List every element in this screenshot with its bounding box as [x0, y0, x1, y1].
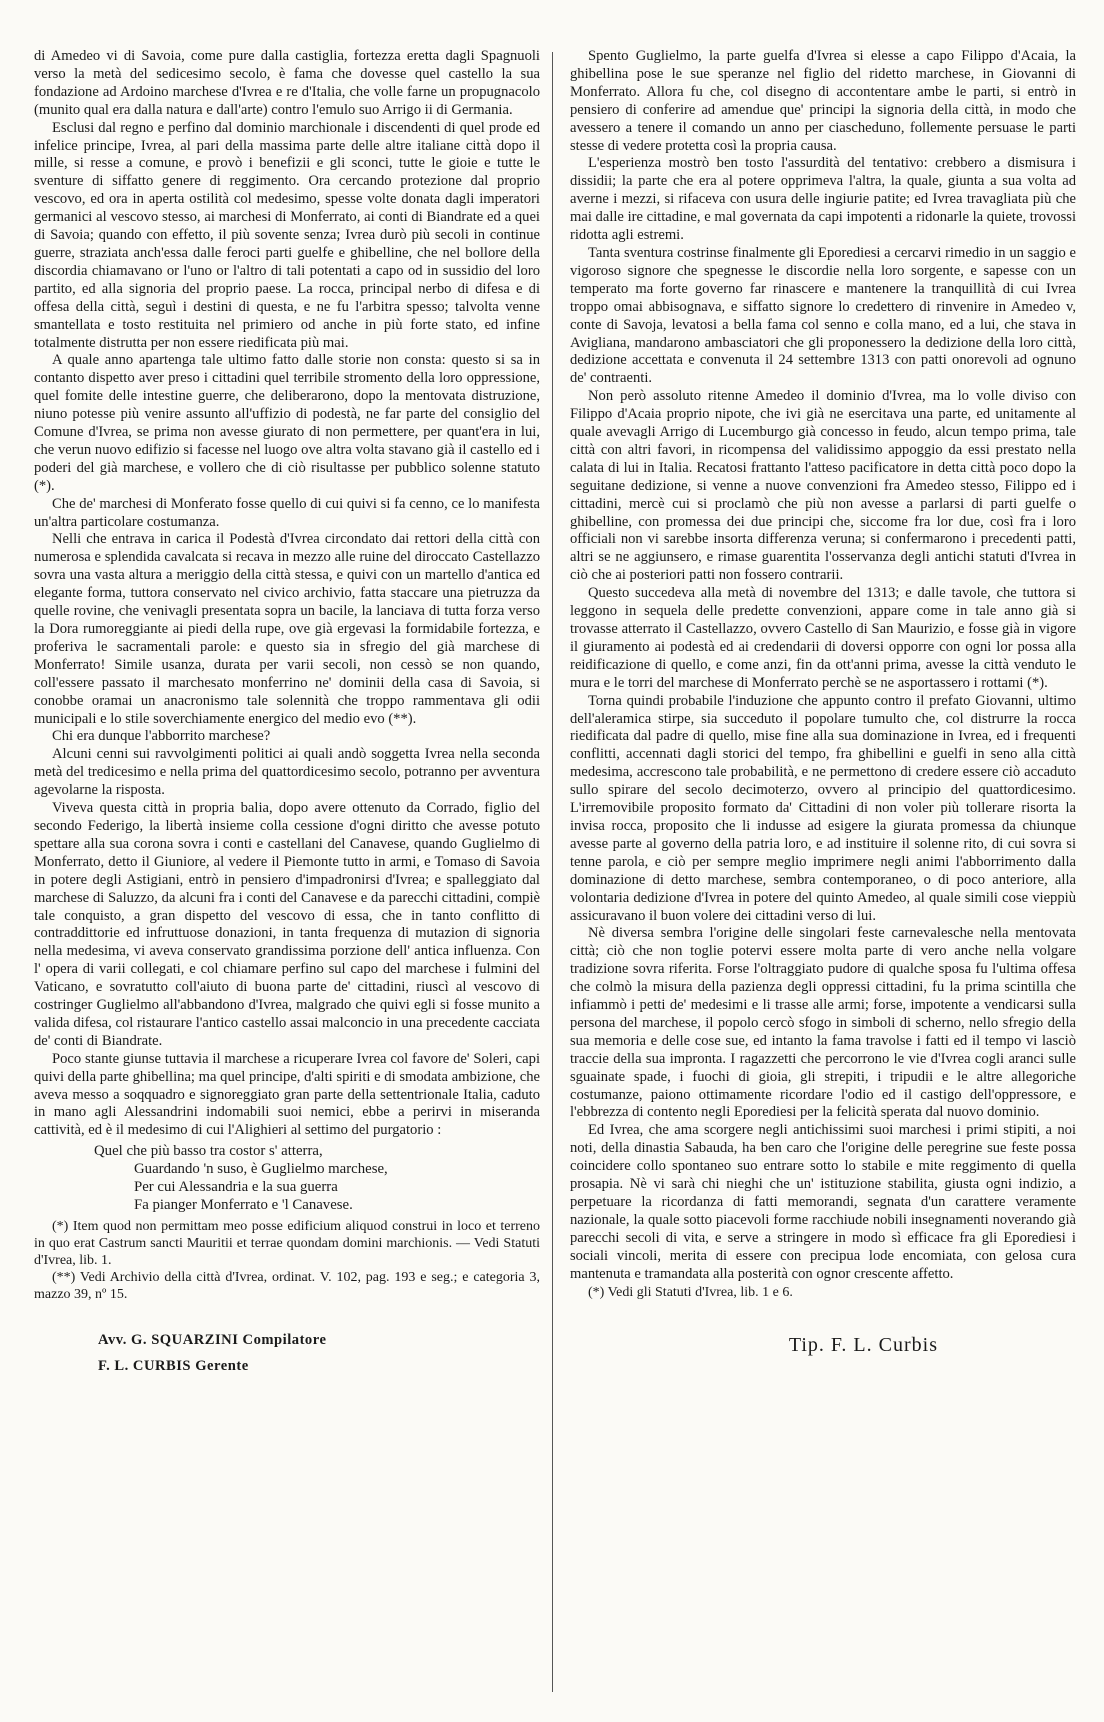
verse-line: Quel che più basso tra costor s' atterra, [94, 1143, 323, 1160]
paragraph: Esclusi dal regno e perfino dal dominio marchionale i discendenti di quel prode ed infelice principe, Ivrea, al pari della massima parte delle altre italiane città dopo il mille, si resse a comune, e provò i benefizii e gli sconci, tutte le gioie e tutte le sventure di siffatto genere di reggimento. Ora cercando protezione dal proprio vescovo, ed ora in aperta ostilità col medesimo, spesse volte donata dagli imperatori germanici al vescovo stesso, ai marchesi di Monferrato, ai conti di Biandrate ed a quei di Savoia; quando con effetto, il più sovente senza; Ivrea durò più secoli in continue guerre, straziata anch'essa dalle feroci parti guelfe e ghibelline, che nel bollore della discordia chiamavano or l'uno or l'altro di tali potentati a capo od in sussidio del loro partito, ed alla signoria del proprio paese. La rocca, principal nerbo di difesa e di offesa della città, seguì i destini di questa, e ne fu l'arbitra spesso; talvolta venne smantellata e tosto restituita nel primiero od anche in più forte stato, ed infine totalmente distrutta per non essere riedificata più mai. [34, 119, 540, 351]
compiler-signature: Avv. G. SQUARZINI Compilatore [98, 1332, 327, 1349]
paragraph: Ed Ivrea, che ama scorgere negli antichissimi suoi marchesi i primi stipiti, a noi noti, della dinastia Sabauda, ha ben caro che l'origine delle peregrine sue feste possa coincidere collo spontaneo suo entrare sotto lo stabile e mite reggimento di quella prosapia. Nè vi sarà chi nieghi che un' istituzione stabilita, giusta ogni indizio, a perpetuare la ricordanza di fatti memorandi, segnata d'un carattere veramente nazionale, la quale sotto piacevoli forme racchiude nobili insegnamenti noverando già parecchi secoli di vita, e serve a stringere in modo sì efficace fra gli Eporediesi i sociali vincoli, merita di essere con precipua lode encomiata, con gelosa cura mantenuta e tramandata alla posterità con ognor crescente affetto. [570, 1122, 1076, 1282]
paragraph: Viveva questa città in propria balia, dopo avere ottenuto da Corrado, figlio del secondo Federigo, la libertà insieme colla cessione d'ogni diritto che avesse potuto spettare alla sua corona sovra i conti e castellani del Canavese, quando Guglielmo di Monferrato, detto il Giuniore, al vedere il Piemonte tutto in armi, e Tomaso di Savoia in potere degli Astigiani, entrò in pensiero d'impadronirsi d'Ivrea; e spalleggiato dal marchese di Saluzzo, da alcuni fra i conti del Canavese e da parecchi cittadini, compiè tale conquisto, a gran dispetto del vescovo di essa, che in tanto conflitto di contraddittorie ed infruttuose donazioni, in tanta frequenza di mutazion di signoria nella medesima, vi aveva conservato grandissima porzione dell' antica influenza. Con l' opera di varii collegati, e col chiamare perfino sul capo del marchese i fulmini del Vaticano, e sovratutto coll'aiuto di buona parte de' cittadini, riuscì al vescovo di costringer Guglielmo all'abbandono d'Ivrea, malgrado che quivi egli si fosse munito a valida difesa, col ristaurare l'antico castello assai malconcio in una precedente cacciata de' conti di Biandrate. [34, 800, 540, 1049]
signature-block [34, 1327, 540, 1379]
footnote: (*) Item quod non permittam meo posse edificium aliquod construi in loco et terreno in quo erat Castrum sancti Mauritii et terrae quondam domini marchionis. — Vedi Statuti d'Ivrea, lib. 1. [34, 1219, 540, 1269]
paragraph: Questo succedeva alla metà di novembre del 1313; e dalle tavole, che tuttora si leggono in sequela delle predette convenzioni, appare come in tale anno già si trovasse atterrato il Castellazzo, ovvero Castello di San Maurizio, e fosse già in vigore il giuramento ai podestà ed ai credendarii di doversi opporre con ogni lor possa alla reidificazione di quello, e come anzi, fin da ott'anni prima, avesse la città venduto le mura e le torri del marchese di Monferrato perchè se ne asportassero i rottami (*). [570, 585, 1076, 691]
left-column [34, 48, 540, 1379]
footnote: (*) Vedi gli Statuti d'Ivrea, lib. 1 e 6. [588, 1284, 793, 1300]
paragraph: Poco stante giunse tuttavia il marchese a ricuperare Ivrea col favore de' Soleri, capi quivi della parte ghibellina; ma quel principe, d'alti spiriti e di smodata ambizione, che aveva messo a soqquadro e signoreggiato gran parte della settentrionale Italia, caduto in mano agli Alessandrini indomabili suoi nemici, ebbe a perirvi in miseranda cattività, ed è il medesimo di cui l'Alighieri al settimo del purgatorio : [34, 1050, 540, 1139]
printer-imprint: Tip. F. L. Curbis [788, 1333, 938, 1356]
verse-line: Fa pianger Monferrato e 'l Canavese. [134, 1197, 353, 1214]
footnote: (**) Vedi Archivio della città d'Ivrea, ordinat. V. 102, pag. 193 e seg.; e categoria 3, mazzo 39, nº 15. [34, 1270, 540, 1303]
paragraph: Torna quindi probabile l'induzione che appunto contro il prefato Giovanni, ultimo dell'aleramica stirpe, sia succeduto il popolare tumulto che, col distrurre la rocca riedificata dal padre di quello, mise fine alla sua dominazione in Ivrea, ed i frequenti conflitti, accennati dagli storici del tempo, fra ghibellini e guelfi in seno alla città medesima, accrescono tale probabilità, e ne permettono di credere essere ciò accaduto sullo spirare del secolo decimoterzo, ovvero al principio del quattordicesimo. L'irremovibile proposito formato da' Cittadini di non voler più tollerare risorta la invisa rocca, proposito che li indusse ad esigere la giurata promessa da chiunque avesse parte al governo della patria loro, e ad instituire il solenne rito, di cui sovra si tenne parola, e ciò per sempre meglio imprimere negli animi l'abborrimento dalla dominazione di detto marchese, sembra contemporaneo, o di poco anteriore, alla volontaria dedizione d'Ivrea in potere del quinto Amedeo, al quale simili cose vieppiù assicuravano il buon volere dei cittadini verso di lui. [570, 692, 1076, 924]
paragraph: Che de' marchesi di Monferato fosse quello di cui quivi si fa cenno, ce lo manifesta un'altra particolare costumanza. [34, 495, 540, 530]
paragraph: Tanta sventura costrinse finalmente gli Eporediesi a cercarvi rimedio in un saggio e vigoroso signore che spegnesse le discordie nella loro sorgente, e sapesse con un temperato ma forte governo far rinascere e mantenere la tranquillità di cui Ivrea troppo omai abbisognava, e siffatto signore lo credettero di rinvenire in Amedeo v, conte di Savoja, levatosi a bella fama col senno e colla mano, ed a lui, che stava in Avigliana, mandarono ambasciatori che gli proponessero la dedizione della loro città, dedizione accettata e convenuta il 24 settembre 1313 con patti onorevoli ad ognuno de' contraenti. [570, 244, 1076, 387]
paragraph: di Amedeo vi di Savoia, come pure dalla castiglia, fortezza eretta dagli Spagnuoli verso la metà del sedicesimo secolo, è fama che dovesse quel castello la sua fondazione ad Ardoino marchese d'Ivrea e re d'Italia, che volle farne un propugnacolo (munito qual era dalla natura e dall'arte) contro l'emulo suo Arrigo ii di Germania. [34, 48, 540, 118]
paragraph: L'esperienza mostrò ben tosto l'assurdità del tentativo: crebbero a dismisura i dissidii; la parte che era al potere opprimeva l'altra, la quale, giunta a sua volta ad averne i mezzi, si rifaceva con usura delle ingiurie patite; ed Ivrea travagliata più che mai dalle ire cittadine, e mal governata da capi impotenti a ridonarle la quiete, trovossi ridotta agli estremi. [570, 155, 1076, 244]
paragraph: A quale anno apartenga tale ultimo fatto dalle storie non consta: questo si sa in contanto dispetto aver preso i cittadini quel terribile stromento della loro oppressione, quel fomite delle intestine guerre, che deliberarono, dopo la mentovata distruzione, niuno potesse più venire assunto all'uffizio di podestà, ne far parte del consiglio del Comune d'Ivrea, se prima non avesse giurato di non permettere, per quant'era in lui, che verun nuovo edifizio si facesse nel luogo ove altra volta stavano già il castello ed i poderi del già marchese, e vollero che di ciò risultasse per pubblico solenne statuto (*). [34, 352, 540, 494]
verse-line: Per cui Alessandria e la sua guerra [134, 1179, 338, 1196]
right-column [570, 48, 1076, 1379]
column-divider [552, 52, 553, 1692]
paragraph: Spento Guglielmo, la parte guelfa d'Ivrea si elesse a capo Filippo d'Acaia, la ghibellina pose le sue speranze nel figlio del ridetto marchese, in Giovanni di Monferrato. Allora fu che, col disegno di accontentare ambe le parti, si entrò in pensiero di conferire ad amendue que' principi la signoria della città, in modo che avessero a tenere il comando un anno per ciascheduno, follemente persuase le parti stesse di vedere protetta così la propria causa. [570, 48, 1076, 154]
dante-verse [94, 1142, 540, 1214]
paragraph: Nelli che entrava in carica il Podestà d'Ivrea circondato dai rettori della città con numerosa e splendida cavalcata si recava in mezzo alle ruine del diroccato Castellazzo sovra una vasta altura a meriggio della città stessa, e quivi con un martello d'antica ed elegante forma, tuttora conservato nel civico archivio, fatta staccare una pietruzza da quelle rovine, che venivagli presentata sopra un bacile, la lanciava di tutta forza verso la Dora rumoreggiante ai piedi della rupe, ove già ergevasi la formidabile fortezza, e proferiva le sacramentali parole: e questo sia in sfregio del già marchese di Monferrato! Simile usanza, durata per varii secoli, non cessò se non quando, coll'essere passato il marchesato monferrino ne' dominii della casa di Savoia, si conobbe oramai un anacronismo tale solennità che troppo rammentava gli odii municipali e lo stile soverchiamente energico del medio evo (**). [34, 531, 540, 727]
paragraph: Non però assoluto ritenne Amedeo il dominio d'Ivrea, ma lo volle diviso con Filippo d'Acaia proprio nipote, che ivi già ne esercitava una parte, ed unitamente al quale avevagli Arrigo di Lucemburgo già concesso in feudo, alcun tempo prima, tale città con altri favori, in ricompensa del validissimo appoggio da essi prestato nella calata di lui in Italia. Recatosi frattanto l'atteso pacificatore in detta città poco dopo la seguitane dedizione, si venne a nuove convenzioni fra Amedeo stesso, Filippo ed i cittadini, mercè cui si proclamò che più non avesse a parlarsi di parti guelfe o ghibelline, con promessa dei due principi che, siccome fra lor due, così fra i loro officiali non vi sarebbe insorta differenza veruna; si confermarono i precedenti patti, altri se ne aggiunsero, e rimase guarentita l'osservanza degli antichi statuti d'Ivrea in ciò che ai posteriori patti non fossero contrarii. [570, 388, 1076, 584]
text-columns [34, 48, 1076, 1379]
paragraph: Chi era dunque l'abborrito marchese? [52, 728, 271, 745]
verse-line: Guardando 'n suso, è Guglielmo marchese, [134, 1161, 388, 1178]
paragraph: Nè diversa sembra l'origine delle singolari feste carnevalesche nella mentovata città; ciò che non toglie potervi essere molta parte di vero anche nella volgare tradizione sovra riferita. Forse l'oltraggiato pudore di qualche sposa fu l'ultima offesa che colmò la misura della pazienza degli oppressi cittadini, fu la prima scintilla che infiammò i petti de' medesimi e li trasse alle armi; forse, impotente a vendicarsi sulla persona del marchese, il popolo cercò sfogo in simboli di scherno, nello sfregio della sua memoria e delle cose sue, ed intanto la fama travolse i fatti ed il tempo vi lasciò traccie della sua impronta. I ragazzetti che percorrono le vie d'Ivrea cogli aranci sulle sguainate spade, i fuochi di gioia, gli strepiti, i tripudii e le altre allegoriche costumanze, paiono ottimamente ricordare l'odio ed il castigo dell'oppressore, e l'ebbrezza di contento negli Eporediesi per la felicità sperata dal nuovo dominio. [570, 925, 1076, 1121]
paragraph: Alcuni cenni sui ravvolgimenti politici ai quali andò soggetta Ivrea nella seconda metà del tredicesimo e nella prima del quattordicesimo secolo, potranno per avventura agevolarne la risposta. [34, 746, 540, 799]
manager-signature: F. L. CURBIS Gerente [98, 1358, 249, 1375]
